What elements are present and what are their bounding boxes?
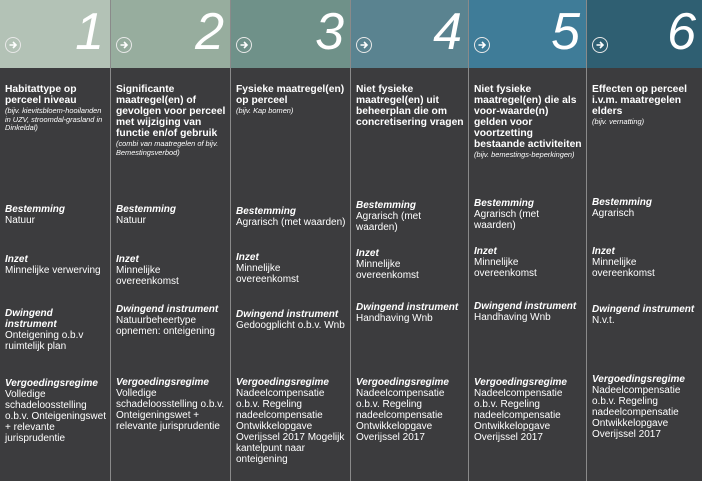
vergoedingsregime-value: Nadeelcompensatie o.b.v. Regeling nadeelcompensatie Ontwikkelopgave Overijssel 2017 xyxy=(592,385,681,440)
bestemming-value: Natuur xyxy=(116,215,147,226)
column-banner xyxy=(351,0,468,68)
column-banner xyxy=(111,0,230,68)
vergoedingsregime-section xyxy=(474,377,582,443)
dwingend-instrument-section xyxy=(356,302,464,324)
inzet-section xyxy=(236,252,346,285)
dwingend-instrument-label: Dwingend instrument xyxy=(356,302,459,313)
dwingend-instrument-section xyxy=(474,301,582,323)
vergoedingsregime-value: Nadeelcompensatie o.b.v. Regeling nadeelcompensatie Ontwikkelopgave Overijssel 2017 xyxy=(474,388,563,443)
column-4 xyxy=(350,0,468,481)
column-subtitle: (bijv. Kap bomen) xyxy=(236,106,294,115)
inzet-label: Inzet xyxy=(236,252,259,263)
inzet-value: Minnelijke overeenkomst xyxy=(236,263,299,285)
inzet-value: Minnelijke verwerving xyxy=(5,265,101,276)
step-number: 5 xyxy=(551,3,580,61)
column-5 xyxy=(468,0,586,481)
column-title: Effecten op perceel i.v.m. maatregelen elders xyxy=(592,84,687,117)
vergoedingsregime-value: Volledige schadeloosstelling o.b.v. Onteigeningswet + relevante jurisprudentie xyxy=(116,388,225,432)
vergoedingsregime-section xyxy=(116,377,226,432)
bestemming-section xyxy=(5,204,106,226)
vergoedingsregime-label: Vergoedingsregime xyxy=(356,377,449,388)
step-number: 3 xyxy=(315,3,344,61)
inzet-value: Minnelijke overeenkomst xyxy=(474,257,537,279)
arrow-right-icon[interactable] xyxy=(116,37,132,53)
bestemming-section xyxy=(592,197,698,219)
dwingend-instrument-label: Dwingend instrument xyxy=(5,308,57,330)
bestemming-section xyxy=(236,206,346,228)
step-number: 4 xyxy=(433,3,462,61)
column-6 xyxy=(586,0,702,481)
column-subtitle: (bijv. kievitsbloem-hooilanden in UZV, stroomdal-grasland in Dinkeldal) xyxy=(5,106,103,132)
dwingend-instrument-value: Gedoogplicht o.b.v. Wnb xyxy=(236,320,345,331)
dwingend-instrument-section xyxy=(236,309,346,331)
column-banner xyxy=(469,0,586,68)
dwingend-instrument-label: Dwingend instrument xyxy=(474,301,577,312)
bestemming-value: Agrarisch (met waarden) xyxy=(236,217,346,228)
bestemming-value: Agrarisch (met waarden) xyxy=(356,211,422,233)
arrow-right-icon[interactable] xyxy=(5,37,21,53)
column-banner xyxy=(231,0,350,68)
bestemming-value: Natuur xyxy=(5,215,36,226)
vergoedingsregime-label: Vergoedingsregime xyxy=(5,378,98,389)
inzet-label: Inzet xyxy=(592,246,615,257)
vergoedingsregime-section xyxy=(5,378,106,444)
column-1 xyxy=(0,0,110,481)
column-subtitle: (bijv. bemestings-beperkingen) xyxy=(474,150,575,159)
dwingend-instrument-value: Handhaving Wnb xyxy=(356,313,433,324)
inzet-value: Minnelijke overeenkomst xyxy=(356,259,419,281)
dwingend-instrument-value: Handhaving Wnb xyxy=(474,312,551,323)
vergoedingsregime-section xyxy=(236,377,346,465)
dwingend-instrument-value: N.v.t. xyxy=(592,315,615,326)
inzet-section xyxy=(116,254,226,287)
column-title: Habitattype op perceel niveau xyxy=(5,84,77,106)
inzet-value: Minnelijke overeenkomst xyxy=(592,257,655,279)
bestemming-value: Agrarisch (met waarden) xyxy=(474,209,540,231)
bestemming-section xyxy=(474,198,582,231)
column-banner xyxy=(0,0,110,68)
vergoedingsregime-label: Vergoedingsregime xyxy=(474,377,567,388)
dwingend-instrument-section xyxy=(5,308,106,352)
vergoedingsregime-value: Nadeelcompensatie o.b.v. Regeling nadeelcompensatie Ontwikkelopgave Overijssel 2017 xyxy=(356,388,445,443)
column-banner xyxy=(587,0,702,68)
bestemming-label: Bestemming xyxy=(356,200,417,211)
column-2 xyxy=(110,0,230,481)
vergoedingsregime-section xyxy=(592,374,698,440)
inzet-label: Inzet xyxy=(356,248,379,259)
vergoedingsregime-label: Vergoedingsregime xyxy=(592,374,685,385)
arrow-right-icon[interactable] xyxy=(356,37,372,53)
bestemming-label: Bestemming xyxy=(116,204,177,215)
inzet-label: Inzet xyxy=(116,254,139,265)
vergoedingsregime-section xyxy=(356,377,464,443)
column-3 xyxy=(230,0,350,481)
dwingend-instrument-label: Dwingend instrument xyxy=(592,304,695,315)
bestemming-label: Bestemming xyxy=(592,197,653,208)
step-number: 6 xyxy=(667,3,696,61)
vergoedingsregime-label: Vergoedingsregime xyxy=(116,377,209,388)
arrow-right-icon[interactable] xyxy=(592,37,608,53)
vergoedingsregime-label: Vergoedingsregime xyxy=(236,377,329,388)
bestemming-section xyxy=(116,204,226,226)
bestemming-label: Bestemming xyxy=(474,198,535,209)
bestemming-label: Bestemming xyxy=(236,206,297,217)
column-title: Significante maatregel(en) of gevolgen voor perceel met wijziging van functie en/of gebruik xyxy=(116,84,226,139)
vergoedingsregime-value: Volledige schadeloosstelling o.b.v. Onteigeningswet + relevante jurisprudentie xyxy=(5,389,106,444)
column-title: Niet fysieke maatregel(en) uit beheerplan die om concretisering vragen xyxy=(356,84,464,128)
arrow-right-icon[interactable] xyxy=(236,37,252,53)
inzet-section xyxy=(592,246,698,279)
dwingend-instrument-value: Onteigening o.b.v ruimtelijk plan xyxy=(5,330,84,352)
dwingend-instrument-section xyxy=(592,304,698,326)
bestemming-section xyxy=(356,200,464,233)
step-number: 2 xyxy=(195,3,224,61)
arrow-right-icon[interactable] xyxy=(474,37,490,53)
column-title: Fysieke maatregel(en) op perceel xyxy=(236,84,345,106)
column-subtitle: (combi van maatregelen of bijv. Bemestingsverbod) xyxy=(116,139,219,157)
dwingend-instrument-section xyxy=(116,304,226,337)
bestemming-value: Agrarisch xyxy=(592,208,635,219)
inzet-section xyxy=(356,248,464,281)
dwingend-instrument-label: Dwingend instrument xyxy=(236,309,339,320)
vergoedingsregime-value: Nadeelcompensatie o.b.v. Regeling nadeelcompensatie Ontwikkelopgave Overijssel 2017 Mogelijk kantelpunt naar onteigening xyxy=(236,388,345,465)
inzet-value: Minnelijke overeenkomst xyxy=(116,265,179,287)
dwingend-instrument-value: Natuurbeheertype opnemen: onteigening xyxy=(116,315,215,337)
column-title: Niet fysieke maatregel(en) die als voor-waarde(n) gelden voor voortzetting bestaande activiteiten xyxy=(474,84,582,150)
bestemming-label: Bestemming xyxy=(5,204,66,215)
column-subtitle: (bijv. vernatting) xyxy=(592,117,645,126)
inzet-section xyxy=(5,254,106,276)
inzet-label: Inzet xyxy=(474,246,497,257)
dwingend-instrument-label: Dwingend instrument xyxy=(116,304,219,315)
step-number: 1 xyxy=(75,3,104,61)
inzet-label: Inzet xyxy=(5,254,28,265)
inzet-section xyxy=(474,246,582,279)
